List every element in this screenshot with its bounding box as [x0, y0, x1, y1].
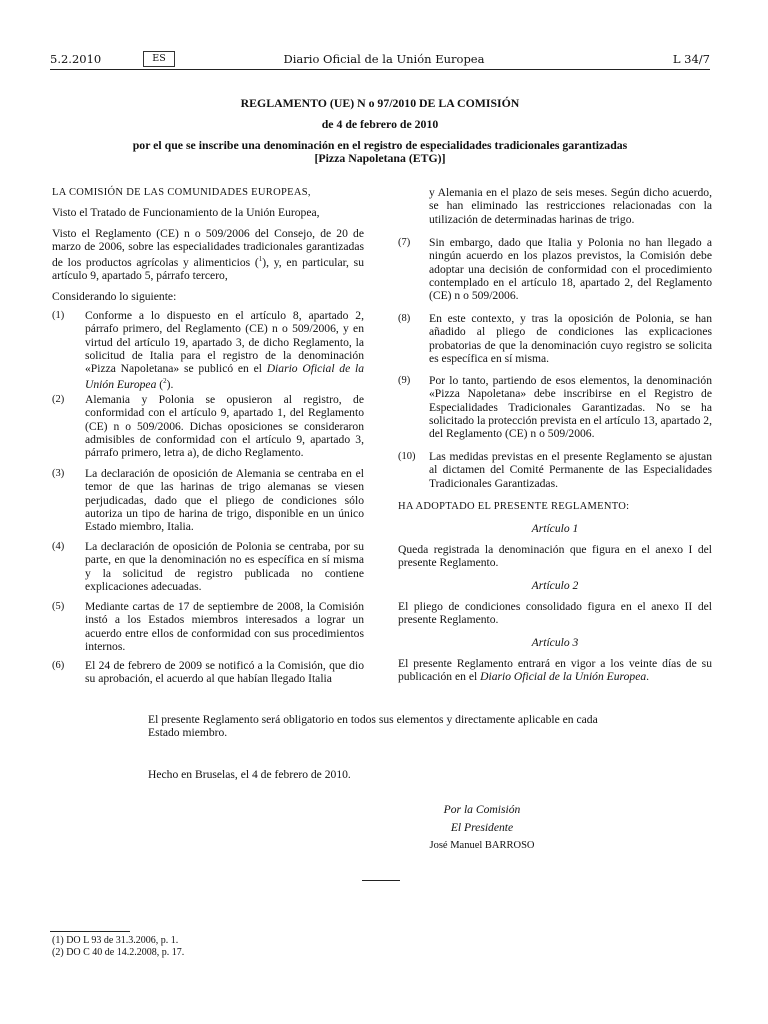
journal-title: Diario Oficial de la Unión Europea — [283, 52, 485, 66]
language-badge: ES — [143, 51, 175, 67]
done-at: Hecho en Bruselas, el 4 de febrero de 2010. — [148, 768, 351, 781]
article-2-text: El pliego de condiciones consolidado figura en el anexo II del presente Reglamento. — [398, 600, 712, 627]
recital-5: (5) Mediante cartas de 17 de septiembre de 2008, la Comisión instó a los Estados miembros interesados a lograr un acuerdo entre ellos de conformidad con sus procedimientos internos. — [52, 600, 364, 653]
recital-6: (6) El 24 de febrero de 2009 se notificó a la Comisión, que dio su aprobación, el acuerdo al que habían llegado Italia — [52, 659, 364, 686]
signatory-name: José Manuel BARROSO — [429, 840, 535, 851]
article-3-heading: Artículo 3 — [531, 636, 579, 649]
header-rule — [50, 69, 710, 70]
regulation-subject: por el que se inscribe una denominación en el registro de especialidades tradicionales garantizadas — [132, 138, 628, 152]
president-title: El Presidente — [450, 821, 514, 834]
recital-8: (8) En este contexto, y tras la oposición de Polonia, se han añadido al pliego de condiciones las explicaciones probatorias de que la denominación cuyo registro se solicita es específica en sí misma. — [398, 312, 712, 365]
recital-2: (2) Alemania y Polonia se opusieron al registro, de conformidad con el artículo 9, apartado 1, del Reglamento (CE) n o 509/2006. Dichas oposiciones se consideraron admisibles de conformidad con el artículo 9, apartado 3, párrafo primero, letra a), de dicho Reglamento. — [52, 393, 364, 460]
page-number: L 34/7 — [672, 52, 710, 66]
recital-10: (10) Las medidas previstas en el presente Reglamento se ajustan al dictamen del Comité Permanente de las Especialidades Tradicionales Garantizadas. — [398, 450, 712, 490]
recital-3: (3) La declaración de oposición de Alemania se centraba en el temor de que las harinas de trigo alemanas se viesen perjudicadas, dado que el pliego de condiciones sólo autoriza un tipo de harina de trigo, disponible en un único Estado miembro, Italia. — [52, 467, 364, 534]
regulation-subject-name: [Pizza Napoletana (ETG)] — [314, 151, 446, 165]
article-2-heading: Artículo 2 — [531, 579, 579, 592]
visto-treaty: Visto el Tratado de Funcionamiento de la Unión Europea, — [52, 206, 320, 220]
regulation-date: de 4 de febrero de 2010 — [321, 117, 439, 131]
recital-6-cont: y Alemania en el plazo de seis meses. Según dicho acuerdo, se han eliminado las restricciones relacionadas con la utilización de determinadas harinas de trigo. — [429, 186, 712, 226]
for-commission: Por la Comisión — [443, 803, 521, 816]
recital-1: (1) Conforme a lo dispuesto en el artículo 8, apartado 2, párrafo primero, del Reglamento (CE) n o 509/2006, y en virtud del artículo 19, apartado 3, de dicho Reglamento, la solicitud de Italia para el registro de la denominación «Pizza Napoletana» se publicó en el Diario Oficial de la Unión Europea ($^2$). — [52, 309, 364, 392]
article-1-text: Queda registrada la denominación que figura en el anexo I del presente Reglamento. — [398, 543, 712, 570]
considerando: Considerando lo siguiente: — [52, 289, 177, 303]
recital-9: (9) Por lo tanto, partiendo de esos elementos, la denominación «Pizza Napoletana» debe inscribirse en el Registro de Especialidades Tradicionales Garantizadas. No se ha solicitado la protección prevista en el artículo 13, apartado 2, del Reglamento (CE) n o 509/2006. — [398, 374, 712, 441]
end-rule — [362, 880, 400, 881]
recital-7: (7) Sin embargo, dado que Italia y Polonia no han llegado a ningún acuerdo en los plazos previstos, la Comisión debe adoptar una decisión de conformidad con el procedimiento contemplado en el artículo 18, apartado 2, del Reglamento (CE) n o 509/2006. — [398, 236, 712, 303]
commission-heading: LA COMISIÓN DE LAS COMUNIDADES EUROPEAS, — [52, 187, 311, 198]
header-date: 5.2.2010 — [50, 52, 102, 66]
article-3-text: El presente Reglamento entrará en vigor a los veinte días de su publicación en el Diario Oficial de la Unión Europea. — [398, 657, 712, 684]
footnote-2: (2) DO C 40 de 14.2.2008, p. 17. — [52, 947, 185, 958]
regulation-title: REGLAMENTO (UE) N o 97/2010 DE LA COMISIÓN — [240, 96, 520, 110]
preamble — [52, 186, 364, 303]
visto-regulation: Visto el Reglamento (CE) n o 509/2006 del Consejo, de 20 de marzo de 2006, sobre las especialidades tradicionales garantizadas de los productos agrícolas y alimenticios ($^1$), y, en particular, su artículo 9, apartado 5, párrafo tercero, — [52, 226, 364, 283]
recital-4: (4) La declaración de oposición de Polonia se centraba, por su parte, en que la denominación no es específica en sí misma y la solicitud de registro publicada no contiene explicaciones adecuadas. — [52, 540, 364, 593]
adopted-heading: HA ADOPTADO EL PRESENTE REGLAMENTO: — [398, 501, 630, 512]
binding-clause: El presente Reglamento será obligatorio en todos sus elementos y directamente aplicable en cada Estado miembro. — [148, 713, 598, 740]
footnote-1: (1) DO L 93 de 31.3.2006, p. 1. — [52, 935, 179, 946]
article-1-heading: Artículo 1 — [531, 522, 579, 535]
footnote-rule — [50, 931, 130, 932]
